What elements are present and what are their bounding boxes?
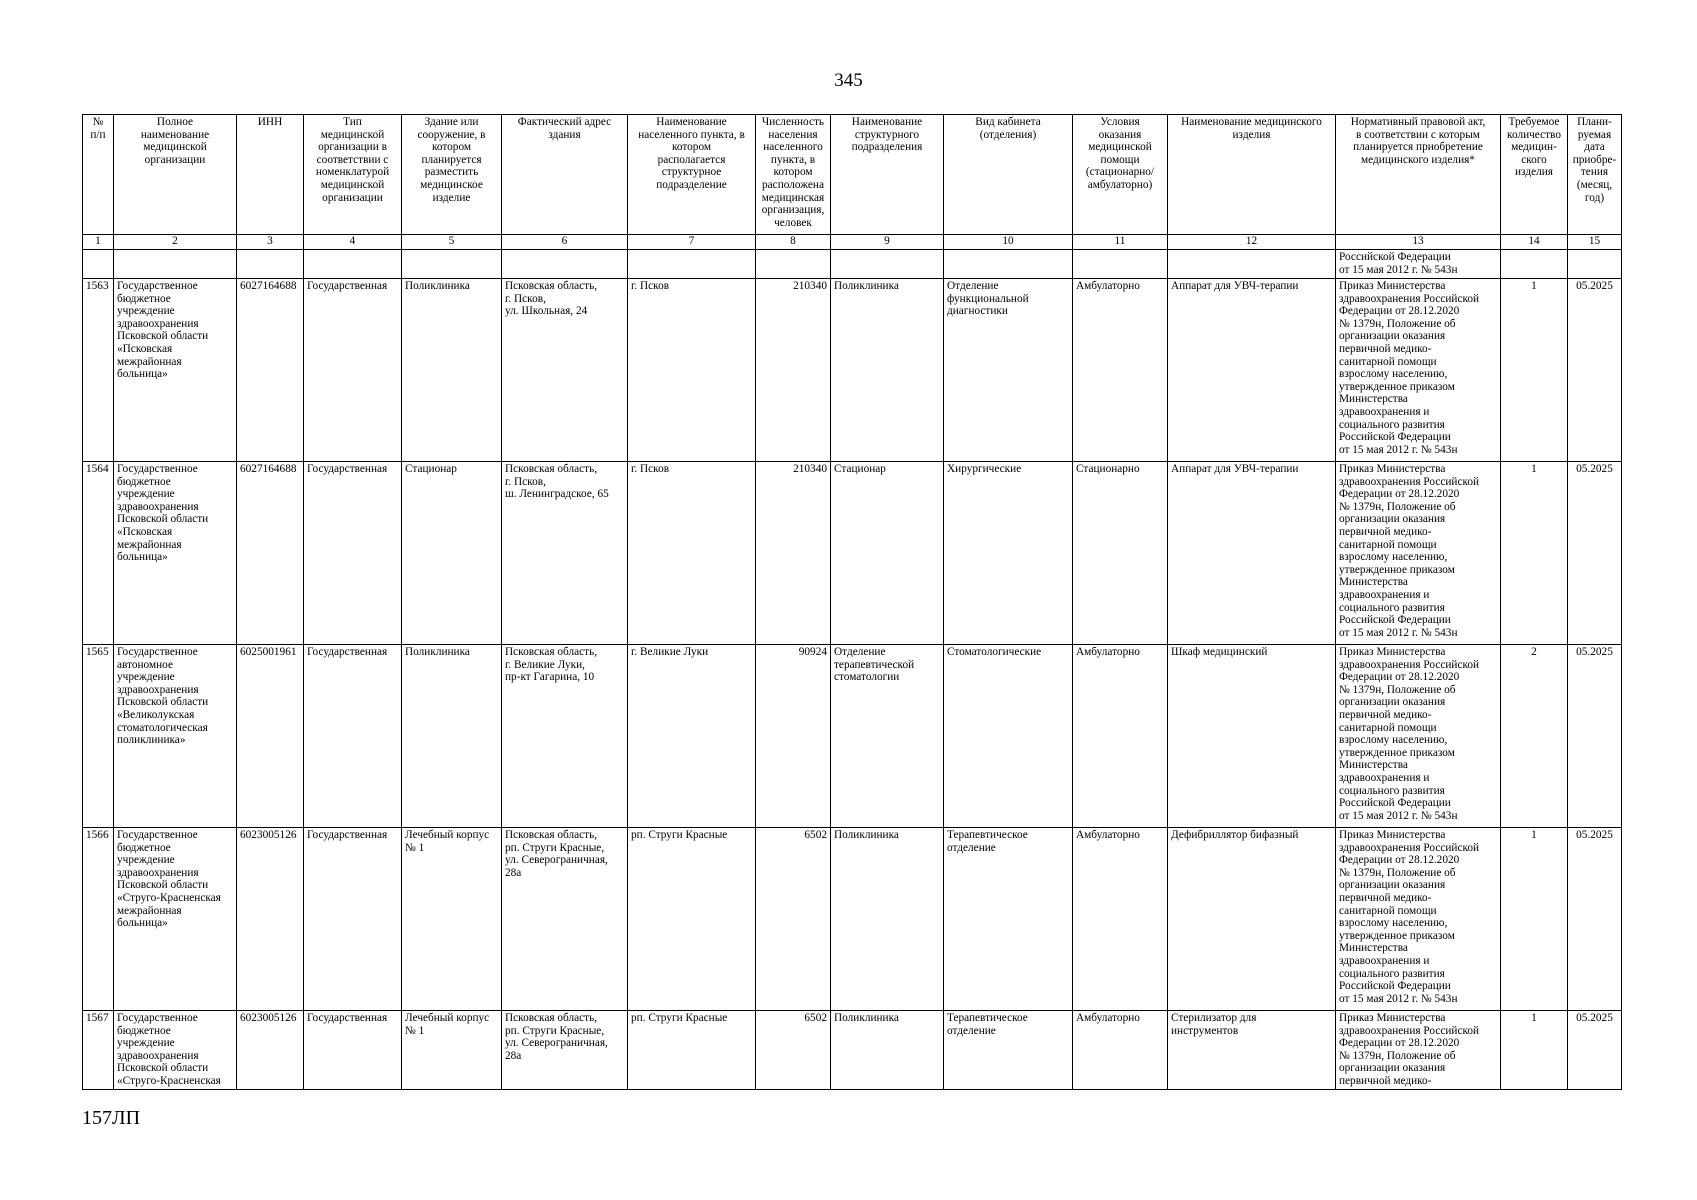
cell-building: Стационар: [402, 462, 502, 645]
header-locality: Наименование населенного пункта, в котором располагается структурное подразделение: [628, 115, 756, 235]
column-number: 6: [502, 235, 628, 250]
cell-type: Государственная: [304, 1011, 402, 1090]
header-unit: Наименование структурного подразделения: [831, 115, 944, 235]
header-inn: ИНН: [237, 115, 304, 235]
cell-device: Аппарат для УВЧ-терапии: [1168, 279, 1336, 462]
column-number: 10: [944, 235, 1073, 250]
cell-date: 05.2025: [1568, 462, 1622, 645]
cell-date: 05.2025: [1568, 828, 1622, 1011]
cell-locality: г. Псков: [628, 462, 756, 645]
cell-locality: рп. Струги Красные: [628, 1011, 756, 1090]
cell-type: Государственная: [304, 828, 402, 1011]
cell-population: 90924: [756, 645, 831, 828]
cell-org: Государственное бюджетное учреждение здравоохранения Псковской области «Струго-Красненская межрайонная больница»: [114, 828, 237, 1011]
cell-building: Лечебный корпус № 1: [402, 1011, 502, 1090]
cell-org: Государственное бюджетное учреждение здравоохранения Псковской области «Струго-Красненская: [114, 1011, 237, 1090]
column-number: 3: [237, 235, 304, 250]
table-row: [83, 645, 1622, 828]
column-number: 2: [114, 235, 237, 250]
header-qty: Требуемое количество медицин- ского изделия: [1501, 115, 1568, 235]
header-num: № п/п: [83, 115, 114, 235]
cell-num: 1565: [83, 645, 114, 828]
cell-address: Псковская область, г. Псков, ш. Ленинградское, 65: [502, 462, 628, 645]
column-number: 9: [831, 235, 944, 250]
cell-population: 210340: [756, 279, 831, 462]
header-building: Здание или сооружение, в котором планируется разместить медицинское изделие: [402, 115, 502, 235]
column-number: 1: [83, 235, 114, 250]
cell-locality: г. Псков: [628, 279, 756, 462]
column-number: 7: [628, 235, 756, 250]
column-number: 8: [756, 235, 831, 250]
column-number: 11: [1073, 235, 1168, 250]
cell-num: 1566: [83, 828, 114, 1011]
cell-address: Псковская область, рп. Струги Красные, ул. Северограничная, 28а: [502, 828, 628, 1011]
cell-inn: 6027164688: [237, 462, 304, 645]
cell-act: Приказ Министерства здравоохранения Российской Федерации от 28.12.2020 № 1379н, Положение об организации оказания первичной медико-: [1336, 1011, 1501, 1090]
cell-locality: рп. Струги Красные: [628, 828, 756, 1011]
column-number: 4: [304, 235, 402, 250]
cell-device: Дефибриллятор бифазный: [1168, 828, 1336, 1011]
cell-conditions: Амбулаторно: [1073, 279, 1168, 462]
cell-device: Шкаф медицинский: [1168, 645, 1336, 828]
cell-type: Государственная: [304, 462, 402, 645]
header-population: Численность населения населенного пункта, в котором расположена медицинская организация, человек: [756, 115, 831, 235]
cell-conditions: Амбулаторно: [1073, 1011, 1168, 1090]
cell-qty: 1: [1501, 279, 1568, 462]
cell-act: Приказ Министерства здравоохранения Российской Федерации от 28.12.2020 № 1379н, Положение об организации оказания первичной медико- санитарной помощи взрослому населению, утвержденное приказом Министерства здравоохранения и социального развития Российской Федерации от 15 мая 2012 г. № 543н: [1336, 828, 1501, 1011]
column-number: 13: [1336, 235, 1501, 250]
cell-locality: г. Великие Луки: [628, 645, 756, 828]
cell-address: Псковская область, г. Псков, ул. Школьная, 24: [502, 279, 628, 462]
document-code: 157ЛП: [82, 1107, 141, 1129]
cell-num: 1564: [83, 462, 114, 645]
header-address: Фактический адрес здания: [502, 115, 628, 235]
table-row: [83, 279, 1622, 462]
cell-date: 05.2025: [1568, 279, 1622, 462]
cell-address: Псковская область, г. Великие Луки, пр-кт Гагарина, 10: [502, 645, 628, 828]
cell-inn: 6025001961: [237, 645, 304, 828]
header-date: Плани- руемая дата приобре- тения (месяц, год): [1568, 115, 1622, 235]
cell-org: Государственное автономное учреждение здравоохранения Псковской области «Великолукская стоматологическая поликлиника»: [114, 645, 237, 828]
medical-equipment-table: [82, 114, 1622, 1090]
cell-cabinet: Стоматологические: [944, 645, 1073, 828]
column-number: 5: [402, 235, 502, 250]
continuation-text: Российской Федерации от 15 мая 2012 г. № 543н: [1336, 250, 1501, 279]
header-conditions: Условия оказания медицинской помощи (стационарно/ амбулаторно): [1073, 115, 1168, 235]
cell-building: Лечебный корпус № 1: [402, 828, 502, 1011]
cell-conditions: Стационарно: [1073, 462, 1168, 645]
cell-type: Государственная: [304, 279, 402, 462]
cell-date: 05.2025: [1568, 645, 1622, 828]
cell-num: 1563: [83, 279, 114, 462]
cell-population: 6502: [756, 1011, 831, 1090]
cell-unit: Стационар: [831, 462, 944, 645]
cell-date: 05.2025: [1568, 1011, 1622, 1090]
continuation-row: [83, 250, 1622, 279]
cell-act: Приказ Министерства здравоохранения Российской Федерации от 28.12.2020 № 1379н, Положение об организации оказания первичной медико- санитарной помощи взрослому населению, утвержденное приказом Министерства здравоохранения и социального развития Российской Федерации от 15 мая 2012 г. № 543н: [1336, 462, 1501, 645]
cell-inn: 6023005126: [237, 1011, 304, 1090]
cell-unit: Поликлиника: [831, 828, 944, 1011]
column-number: 12: [1168, 235, 1336, 250]
cell-conditions: Амбулаторно: [1073, 828, 1168, 1011]
cell-act: Приказ Министерства здравоохранения Российской Федерации от 28.12.2020 № 1379н, Положение об организации оказания первичной медико- санитарной помощи взрослому населению, утвержденное приказом Министерства здравоохранения и социального развития Российской Федерации от 15 мая 2012 г. № 543н: [1336, 279, 1501, 462]
cell-inn: 6023005126: [237, 828, 304, 1011]
cell-inn: 6027164688: [237, 279, 304, 462]
header-cabinet: Вид кабинета (отделения): [944, 115, 1073, 235]
cell-qty: 1: [1501, 828, 1568, 1011]
cell-act: Приказ Министерства здравоохранения Российской Федерации от 28.12.2020 № 1379н, Положение об организации оказания первичной медико- санитарной помощи взрослому населению, утвержденное приказом Министерства здравоохранения и социального развития Российской Федерации от 15 мая 2012 г. № 543н: [1336, 645, 1501, 828]
page-number: 345: [834, 70, 863, 91]
cell-cabinet: Отделение функциональной диагностики: [944, 279, 1073, 462]
cell-unit: Отделение терапевтической стоматологии: [831, 645, 944, 828]
column-number: 14: [1501, 235, 1568, 250]
table-row: [83, 828, 1622, 1011]
cell-org: Государственное бюджетное учреждение здравоохранения Псковской области «Псковская межрайонная больница»: [114, 462, 237, 645]
cell-device: Аппарат для УВЧ-терапии: [1168, 462, 1336, 645]
cell-unit: Поликлиника: [831, 279, 944, 462]
cell-qty: 1: [1501, 462, 1568, 645]
cell-population: 210340: [756, 462, 831, 645]
cell-device: Стерилизатор для инструментов: [1168, 1011, 1336, 1090]
table-row: [83, 462, 1622, 645]
cell-type: Государственная: [304, 645, 402, 828]
cell-cabinet: Терапевтическое отделение: [944, 1011, 1073, 1090]
column-number-row: [83, 235, 1622, 250]
cell-qty: 2: [1501, 645, 1568, 828]
cell-building: Поликлиника: [402, 645, 502, 828]
cell-conditions: Амбулаторно: [1073, 645, 1168, 828]
table-row: [83, 1011, 1622, 1090]
cell-cabinet: Хирургические: [944, 462, 1073, 645]
header-device: Наименование медицинского изделия: [1168, 115, 1336, 235]
header-org: Полное наименование медицинской организации: [114, 115, 237, 235]
cell-unit: Поликлиника: [831, 1011, 944, 1090]
cell-building: Поликлиника: [402, 279, 502, 462]
cell-address: Псковская область, рп. Струги Красные, ул. Северограничная, 28а: [502, 1011, 628, 1090]
header-act: Нормативный правовой акт, в соответствии с которым планируется приобретение медицинского изделия*: [1336, 115, 1501, 235]
cell-num: 1567: [83, 1011, 114, 1090]
cell-qty: 1: [1501, 1011, 1568, 1090]
column-number: 15: [1568, 235, 1622, 250]
cell-population: 6502: [756, 828, 831, 1011]
cell-org: Государственное бюджетное учреждение здравоохранения Псковской области «Псковская межрайонная больница»: [114, 279, 237, 462]
header-row: [83, 115, 1622, 235]
header-type: Тип медицинской организации в соответствии с номенклатурой медицинской организации: [304, 115, 402, 235]
cell-cabinet: Терапевтическое отделение: [944, 828, 1073, 1011]
